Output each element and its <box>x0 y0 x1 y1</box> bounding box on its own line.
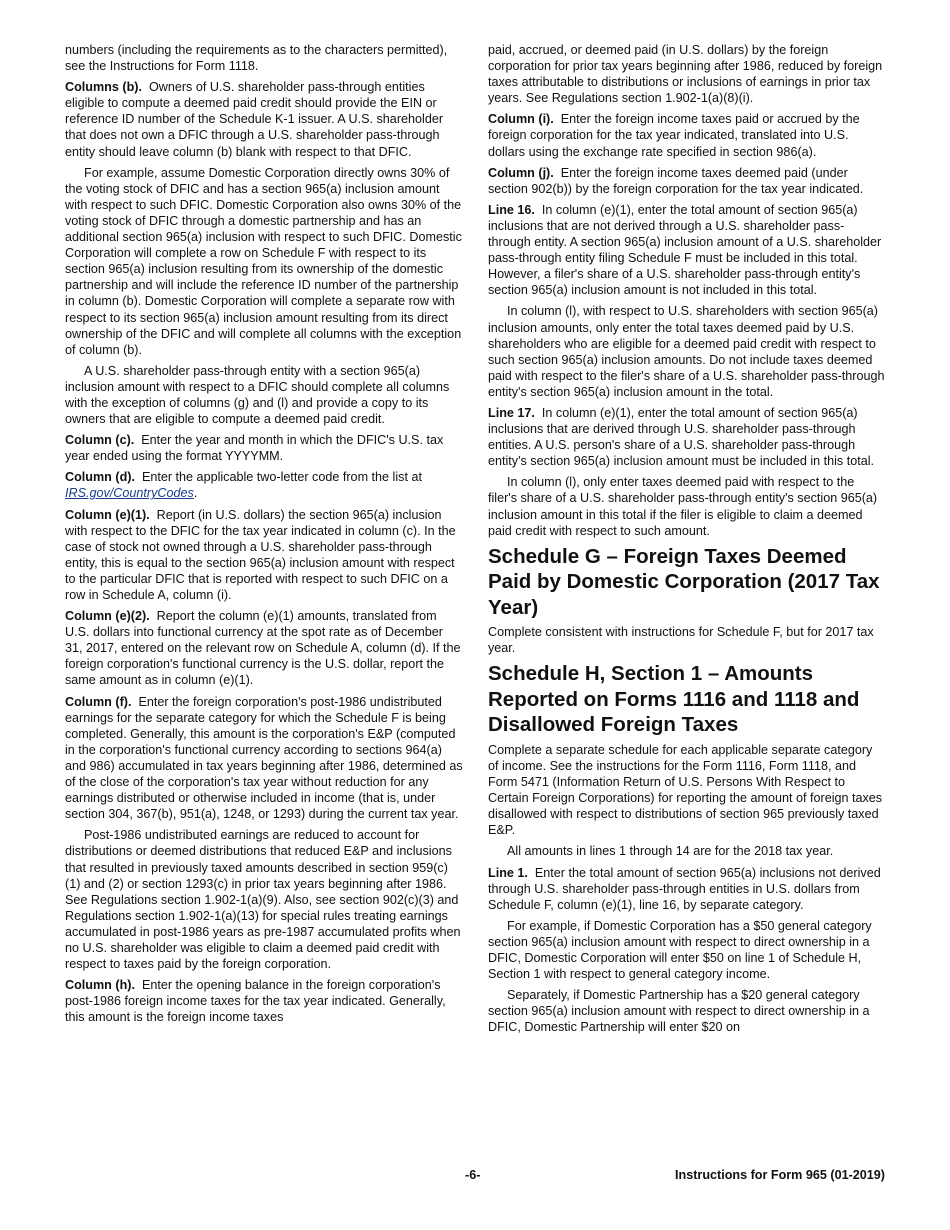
paragraph-column-c <box>65 432 463 464</box>
left-column <box>65 42 463 1030</box>
schedule-h-heading: Schedule H, Section 1 – Amounts Reported on Forms 1116 and 1118 and Disallowed Foreign Taxes <box>488 662 860 737</box>
paragraph: In column (l), only enter taxes deemed paid with respect to the filer's share of a U.S. shareholder pass-through entity's section 965(a) inclusion amount in this total if the filer is eligible to claim a deemed paid credit with respect to such amount. <box>488 475 878 538</box>
page-number: -6- <box>465 1168 481 1182</box>
term-label: Column (d). <box>65 470 135 485</box>
paragraph-column-j <box>488 165 886 197</box>
paragraph-column-h <box>65 977 463 1025</box>
paragraph: All amounts in lines 1 through 14 are for the 2018 tax year. <box>507 844 834 859</box>
term-label: Column (j). <box>488 165 554 180</box>
term-text: Enter the foreign income taxes paid or accrued by the foreign corporation for the tax year indicated, translated into U.S. dollars using the exchange rate specified in section 986(a). <box>488 112 860 159</box>
term-label: Column (e)(2). <box>65 609 150 624</box>
paragraph: Complete a separate schedule for each applicable separate category of income. See the instructions for the Form 1116, Form 1118, and Form 5471 (Information Return of U.S. Persons With Respect to Certain Foreign Corporations) for reporting the amount of foreign taxes disallowed with respect to distributions of section 965 previously taxed E&P. <box>488 742 883 838</box>
paragraph: numbers (including the requirements as to the characters permitted), see the Instructions for Form 1118. <box>65 43 448 74</box>
paragraph-column-i <box>488 111 886 159</box>
paragraph-column-f <box>65 694 463 823</box>
paragraph: For example, assume Domestic Corporation directly owns 30% of the voting stock of DFIC and has a section 965(a) inclusion amount with respect to such DFIC. Domestic Corporation also owns 30% of the voting stock of DFIC through a domestic partnership and has an additional section 965(a) inclusion with respect to such DFIC. Domestic Corporation will complete a row on Schedule F with respect to its section 965(a) inclusion resulting from its ownership of the domestic partnership and will include the reference ID number of the partnership in column (b). Domestic Corporation will complete a separate row with respect to its section 965(a) inclusion amount resulting from its direct ownership of the DFIC and will complete all columns with the exception of column (b). <box>65 165 462 357</box>
term-label: Line 1. <box>488 865 528 880</box>
paragraph: For example, if Domestic Corporation has a $50 general category section 965(a) inclusion amount with respect to direct ownership in a DFIC, Domestic Corporation will enter $50 on line 1 of Schedule H, Section 1 with respect to general category income. <box>488 918 872 982</box>
term-text: Report the column (e)(1) amounts, translated from U.S. dollars into functional currency at the spot rate as of December 31, 2017, entered on the relevant row on Schedule A, column (d). If the foreign corporation's functional currency is the U.S. dollar, report the same amount as in column (e)(1). <box>65 609 461 688</box>
term-text: Enter the opening balance in the foreign corporation's post-1986 foreign income taxes for the tax year indicated. Generally, this amount is the foreign income taxes <box>65 978 446 1025</box>
paragraph: paid, accrued, or deemed paid (in U.S. dollars) by the foreign corporation for prior tax years beginning after 1986, reduced by foreign taxes attributable to distributions or inclusions of earnings in prior tax years. See Regulations section 1.902-1(a)(8)(i). <box>488 43 883 106</box>
term-text: Enter the foreign corporation's post-1986 undistributed earnings for the separate category for which the Schedule F is being completed. Generally, this amount is the corporation's E&P (computed in the corporation's functional currency according to sections 964(a) and 986) accumulated in tax years beginning after 1986, determined as of the close of the corporation's tax year without reduction for any earnings distributed or otherwise included in income (that is, under section 304, 367(b), 951(a), 1248, or 1293) during the current tax year. <box>65 694 463 822</box>
term-label: Columns (b). <box>65 80 142 95</box>
paragraph-columns-b <box>65 79 463 159</box>
term-text: Report (in U.S. dollars) the section 965(a) inclusion with respect to the DFIC for the tax year indicated in column (c). In the case of stock not owned through a U.S. shareholder pass-through entity, this is equal to the section 965(a) inclusion amount with respect to the particular DFIC that is reported with respect to such DFIC on a row in Schedule A, column (i). <box>65 507 456 602</box>
paragraph-column-d <box>65 469 463 501</box>
document-title: Instructions for Form 965 (01-2019) <box>675 1168 885 1182</box>
term-label: Column (e)(1). <box>65 507 150 522</box>
term-label: Line 16. <box>488 202 535 217</box>
term-label: Line 17. <box>488 405 535 420</box>
punctuation: . <box>193 486 198 501</box>
term-text: Enter the foreign income taxes deemed paid (under section 902(b)) by the foreign corporation for the tax year indicated. <box>488 165 864 196</box>
term-text: Enter the year and month in which the DFIC's U.S. tax year ended using the format YYYYMM. <box>65 433 444 464</box>
term-text: In column (e)(1), enter the total amount of section 965(a) inclusions that are not derived through a U.S. shareholder pass-through entity. A section 965(a) inclusion amount of a U.S. shareholder pass-through entity filing Schedule F must be included in this total. However, a filer's share of a U.S. shareholder pass-through entity's section 965(a) inclusion amount is not included in this total. <box>488 202 882 298</box>
term-label: Column (h). <box>65 978 135 993</box>
term-text: Enter the total amount of section 965(a) inclusions not derived through U.S. shareholder pass-through entities in U.S. dollars from Schedule F, column (e)(1), line 16, by separate category. <box>488 865 881 912</box>
paragraph-line-17 <box>488 405 886 469</box>
paragraph-line-16 <box>488 202 886 299</box>
page-footer <box>65 1168 885 1186</box>
paragraph: Post-1986 undistributed earnings are reduced to account for distributions or deemed distributions that reduced E&P and inclusions that resulted in previously taxed amounts described in section 959(c)(1) and (2) or section 1293(c) in prior tax years beginning after 1986. See Regulations section 1.902-1(a)(9). Also, see section 902(c)(3) and Regulations section 1.902-1(a)(13) for special rules treating earnings accumulated in post-1986 years as pre-1987 accumulated profits when no U.S. shareholder was eligible to claim a deemed paid credit with respect to taxes paid by the foreign corporation. <box>65 828 461 972</box>
term-label: Column (i). <box>488 112 554 127</box>
term-text: Owners of U.S. shareholder pass-through entities eligible to compute a deemed paid credit should provide the EIN or reference ID number of the Schedule K-1 issuer. A U.S. shareholder that does not own a DFIC through a U.S. shareholder pass-through entity should leave column (b) blank with respect to that DFIC. <box>65 80 444 159</box>
paragraph: In column (l), with respect to U.S. shareholders with section 965(a) inclusion amounts, only enter the total taxes deemed paid by U.S. shareholders who are eligible for a deemed paid credit with respect to such section 965(a) inclusion amounts. Do not include taxes deemed paid with respect to the filer's share of a U.S. shareholder pass-through entity's section 965(a) inclusion amount in the total. <box>488 304 885 399</box>
term-text: Enter the applicable two-letter code from the list at <box>141 470 422 485</box>
paragraph-line-1 <box>488 865 886 913</box>
paragraph: Complete consistent with instructions for Schedule F, but for 2017 tax year. <box>488 625 874 656</box>
right-column <box>488 42 886 1041</box>
country-codes-link[interactable]: IRS.gov/CountryCodes <box>65 486 194 501</box>
term-label: Column (c). <box>65 433 135 448</box>
paragraph: A U.S. shareholder pass-through entity with a section 965(a) inclusion amount with respect to a DFIC should complete all columns with the exception of columns (g) and (l) and provide a copy to its owners that are eligible to compute a deemed paid credit. <box>65 363 450 427</box>
term-label: Column (f). <box>65 694 132 709</box>
paragraph: Separately, if Domestic Partnership has a $20 general category section 965(a) inclusion amount with respect to direct ownership in a DFIC, Domestic Partnership will enter $20 on <box>488 988 870 1035</box>
term-text: In column (e)(1), enter the total amount of section 965(a) inclusions that are derived through U.S. shareholder pass-through entities. A U.S. person's share of a U.S. shareholder pass-through entity's section 965(a) inclusion amount must be included in this total. <box>488 405 875 469</box>
paragraph-column-e1 <box>65 507 463 604</box>
schedule-g-heading: Schedule G – Foreign Taxes Deemed Paid by Domestic Corporation (2017 Tax Year) <box>488 544 880 619</box>
paragraph-column-e2 <box>65 608 463 688</box>
